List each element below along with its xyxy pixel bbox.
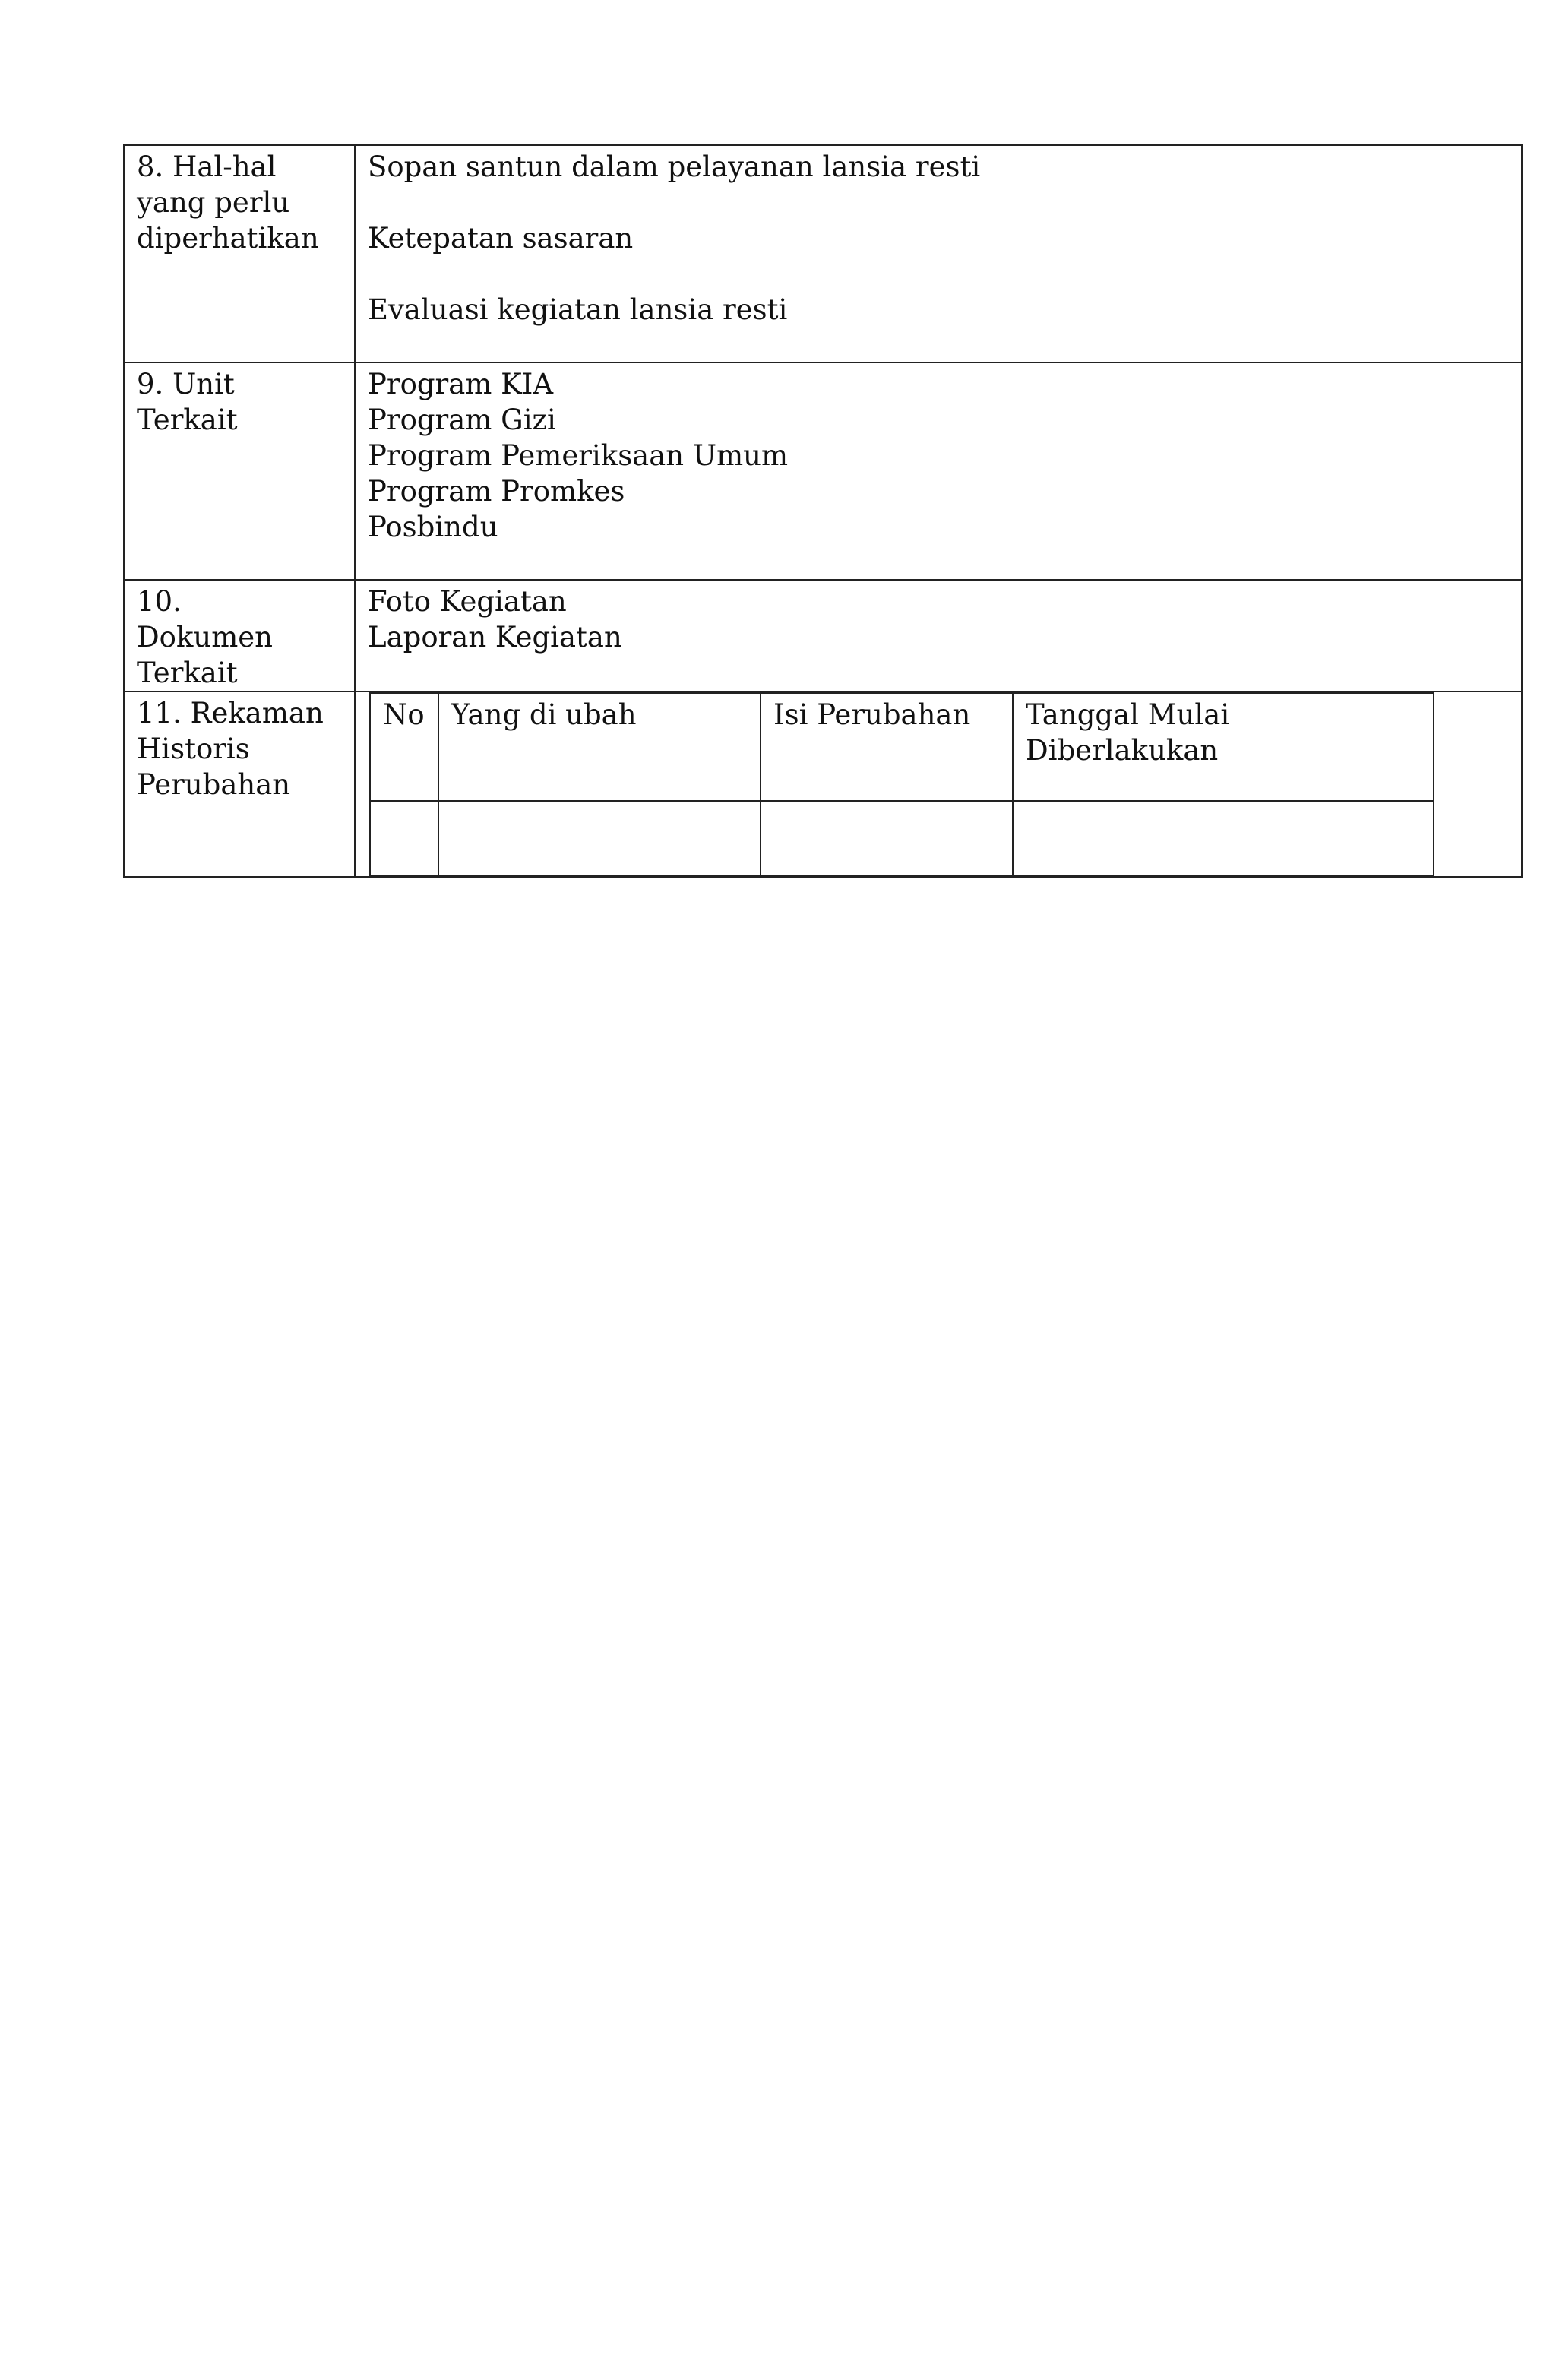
label-line: yang perlu xyxy=(137,186,290,219)
row-unit-terkait xyxy=(124,362,1522,580)
row-rekaman-historis xyxy=(124,692,1522,877)
label-line: diperhatikan xyxy=(137,222,319,255)
label-unit-terkait xyxy=(124,362,355,580)
list-item: Sopan santun dalam pelayanan lansia resti xyxy=(368,150,981,183)
cell-isi-perubahan xyxy=(761,801,1013,875)
list-item: Program KIA xyxy=(368,368,554,400)
list-item: Evaluasi kegiatan lansia resti xyxy=(368,293,788,326)
list-item: Posbindu xyxy=(368,511,498,543)
content-hal-hal-diperhatikan xyxy=(355,145,1522,362)
content-dokumen-terkait xyxy=(355,580,1522,692)
cell-no xyxy=(370,801,438,875)
list-item: Ketepatan sasaran xyxy=(368,222,634,255)
history-table-wrapper xyxy=(369,692,1434,876)
history-table xyxy=(369,692,1434,876)
sop-detail-table xyxy=(123,144,1523,878)
label-line: Terkait xyxy=(137,657,238,689)
header-tanggal-mulai xyxy=(1013,693,1434,801)
label-line: Dokumen xyxy=(137,621,274,654)
label-line: 10. xyxy=(137,585,182,618)
list-item: Laporan Kegiatan xyxy=(368,621,622,654)
row-hal-hal-diperhatikan xyxy=(124,145,1522,362)
content-rekaman-historis xyxy=(355,692,1522,877)
label-rekaman-historis xyxy=(124,692,355,877)
label-dokumen-terkait xyxy=(124,580,355,692)
label-line: Perubahan xyxy=(137,768,291,801)
header-yang-di-ubah: Yang di ubah xyxy=(438,693,761,801)
label-line: Terkait xyxy=(137,404,238,436)
list-item: Program Gizi xyxy=(368,404,556,436)
list-item: Foto Kegiatan xyxy=(368,585,567,618)
label-line: 11. Rekaman xyxy=(137,697,324,730)
list-item: Program Pemeriksaan Umum xyxy=(368,439,789,472)
header-no: No xyxy=(370,693,438,801)
cell-tanggal-mulai xyxy=(1013,801,1434,875)
label-line: 9. Unit xyxy=(137,368,235,400)
header-line: Tanggal Mulai xyxy=(1026,698,1230,731)
label-hal-hal-diperhatikan xyxy=(124,145,355,362)
history-header-row xyxy=(370,693,1434,801)
list-item: Program Promkes xyxy=(368,475,625,508)
row-dokumen-terkait xyxy=(124,580,1522,692)
content-unit-terkait xyxy=(355,362,1522,580)
history-empty-row xyxy=(370,801,1434,875)
label-line: 8. Hal-hal xyxy=(137,150,277,183)
label-line: Historis xyxy=(137,733,250,765)
header-line: Diberlakukan xyxy=(1026,734,1219,767)
header-isi-perubahan: Isi Perubahan xyxy=(761,693,1013,801)
cell-yang-di-ubah xyxy=(438,801,761,875)
